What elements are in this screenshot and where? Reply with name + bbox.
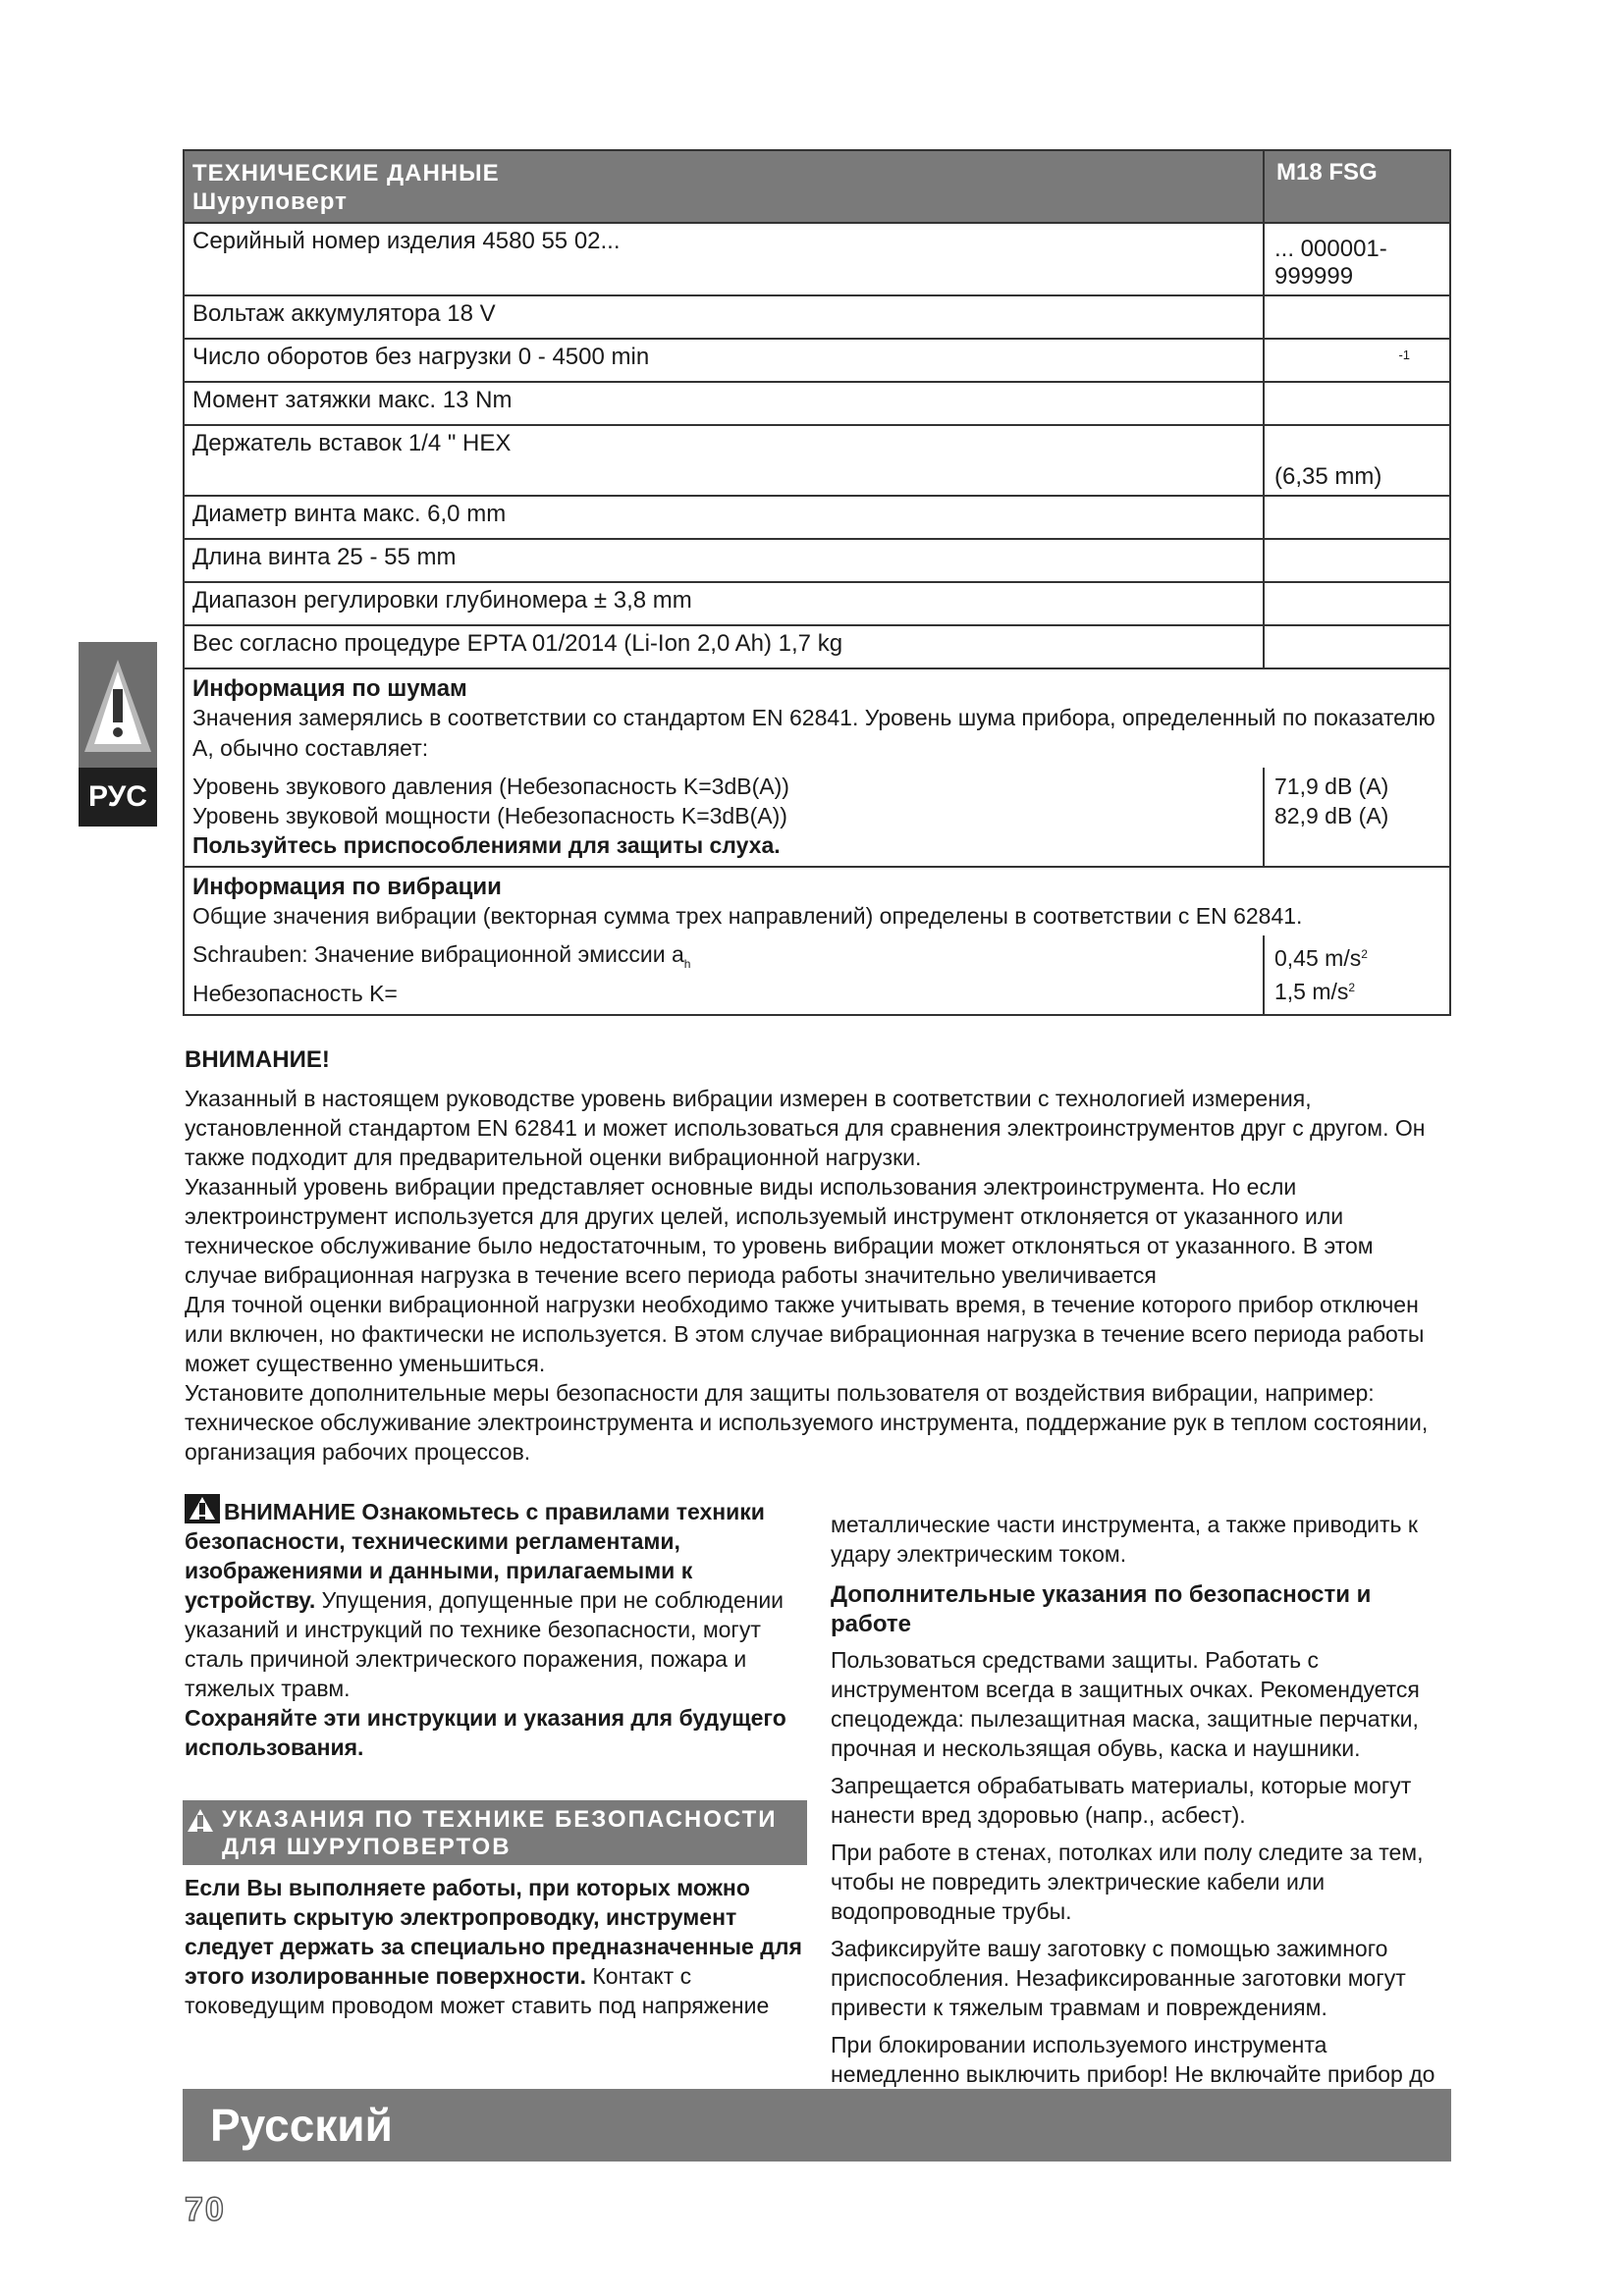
- safety-item: Пользоваться средствами защиты. Работать с инструментом всегда в защитных очках. Рекомендуется спецодежда: пылезащитная маска, защитные перчатки, прочная и нескользящая обувь, каска и наушники.: [831, 1647, 1420, 1761]
- row-label: Серийный номер изделия 4580 55 02...: [185, 224, 1265, 294]
- continued-paragraph: металлические части инструмента, а также приводить к удару электрическим током.: [831, 1512, 1418, 1567]
- warning-paragraph: Для точной оценки вибрационной нагрузки необходимо также учитывать время, в течение которого прибор отключен или включен, но фактически не используется. В этом случае вибрационная нагрузка в течение всего периода работы может существенно уменьшиться.: [185, 1292, 1425, 1376]
- row-label: Держатель вставок 1/4 " HEX: [185, 426, 1265, 495]
- row-value: [1265, 497, 1449, 538]
- row-value: ... 000001-999999: [1274, 236, 1387, 290]
- row-label: Вольтаж аккумулятора 18 V: [185, 296, 1265, 338]
- row-value: [1265, 583, 1449, 624]
- table-row: [185, 583, 1449, 626]
- warning-title: ВНИМАНИЕ!: [185, 1046, 330, 1073]
- noise-info: [185, 669, 1449, 868]
- table-row: [185, 296, 1449, 340]
- language-badge: РУС: [79, 768, 157, 827]
- sound-power-value: 82,9 dB (A): [1274, 803, 1389, 828]
- language-footer-bar: Русский: [183, 2089, 1451, 2162]
- additional-safety-heading: Дополнительные указания по безопасности и работе: [831, 1581, 1372, 1637]
- warning-paragraph: Указанный в настоящем руководстве уровень вибрации измерен в соответствии с технологией измерения, установленной стандартом EN 62841 и может использоваться для сравнения электроинструментов друг с другом. Он также подходит для предварительной оценки вибрационной нагрузки.: [185, 1086, 1426, 1170]
- table-row: [185, 224, 1449, 296]
- row-label: Диаметр винта макс. 6,0 mm: [185, 497, 1265, 538]
- table-row: [185, 426, 1449, 497]
- row-value: (6,35 mm): [1274, 463, 1382, 490]
- sound-power-label: Уровень звуковой мощности (Небезопасность K=3dB(A)): [192, 803, 787, 828]
- safety-paragraph: Если Вы выполняете работы, при которых можно зацепить скрытую электропроводку, инструмент следует держать за специально предназначенные для этого изолированные поверхности. Контакт с токоведущим проводом может ставить под напряжение: [185, 1875, 802, 2018]
- safety-item: Зафиксируйте вашу заготовку с помощью зажимного приспособления. Незафиксированные заготовки могут привести к тяжелым травмам и повреждениям.: [831, 1936, 1406, 2020]
- vibration-desc: Общие значения вибрации (векторная сумма трех направлений) определены в соответствии с EN 62841.: [192, 903, 1303, 929]
- row-label: Число оборотов без нагрузки 0 - 4500 min: [185, 340, 1265, 381]
- safety-item: При работе в стенах, потолках или полу следите за тем, чтобы не повредить электрические кабели или водопроводные трубы.: [831, 1840, 1424, 1924]
- safety-section-heading: УКАЗАНИЯ ПО ТЕХНИКЕ БЕЗОПАСНОСТИ ДЛЯ ШУРУПОВЕРТОВ: [183, 1800, 807, 1865]
- vibration-emission-label: Schrauben: Значение вибрационной эмиссии $a_h$: [192, 941, 691, 971]
- vibration-title: Информация по вибрации: [192, 874, 502, 900]
- uncertainty-label: Небезопасность K=: [192, 981, 398, 1006]
- table-row: [185, 340, 1449, 383]
- row-label: Длина винта 25 - 55 mm: [185, 540, 1265, 581]
- warning-triangle-icon: [185, 1494, 220, 1523]
- tech-table-subtitle: Шуруповерт: [192, 188, 348, 215]
- row-value: [1265, 383, 1449, 424]
- warning-exclamation-icon: [79, 642, 157, 768]
- row-value: [1265, 540, 1449, 581]
- warning-body: [185, 1084, 1451, 1467]
- noise-desc: Значения замерялись в соответствии со стандартом EN 62841. Уровень шума прибора, определенный по показателю A, обычно составляет:: [192, 705, 1435, 761]
- left-column: [185, 1494, 809, 1762]
- warning-triangle-icon: [183, 1806, 218, 1836]
- right-column: [831, 1510, 1455, 2126]
- row-label: Вес согласно процедуре EPTA 01/2014 (Li-Ion 2,0 Ah) 1,7 kg: [185, 626, 1265, 667]
- safety-item: При блокировании используемого инструмента немедленно выключить прибор! Не включайте прибор до: [831, 2032, 1435, 2087]
- safety-item: Запрещается обрабатывать материалы, которые могут нанести вред здоровью (напр., асбест).: [831, 1773, 1412, 1828]
- hearing-protection-note: Пользуйтесь приспособлениями для защиты слуха.: [192, 832, 781, 858]
- row-label: Момент затяжки макс. 13 Nm: [185, 383, 1265, 424]
- row-value: [1265, 626, 1449, 667]
- tech-table-header: [185, 151, 1449, 224]
- tech-data-table: [183, 149, 1451, 1016]
- warning-paragraph: Установите дополнительные меры безопасности для защиты пользователя от воздействия вибрации, например: техническое обслуживание электроинструмента и используемого инструмента, поддержание рук в теплом состоянии, организация рабочих процессов.: [185, 1380, 1429, 1465]
- uncertainty-value: 1,5 $m/s^2$: [1274, 979, 1356, 1004]
- table-row: [185, 626, 1449, 669]
- keep-instructions-note: Сохраняйте эти инструкции и указания для будущего использования.: [185, 1705, 786, 1760]
- attention-paragraph: ВНИМАНИЕ Ознакомьтесь с правилами техники безопасности, техническими регламентами, изображениями и данными, прилагаемыми к устройству. Упущения, допущенные при не соблюдении указаний и инструкций по технике безопасности, могут сталь причиной электрического поражения, пожара и тяжелых травм.: [185, 1494, 809, 1703]
- model-name: M18 FSG: [1276, 159, 1378, 186]
- page-number: 70: [185, 2191, 226, 2228]
- sound-pressure-value: 71,9 dB (A): [1274, 774, 1389, 799]
- row-value: [1265, 296, 1449, 338]
- table-row: [185, 383, 1449, 426]
- tech-table-title: ТЕХНИЧЕСКИЕ ДАННЫЕ: [192, 160, 500, 187]
- table-row: [185, 497, 1449, 540]
- row-label: Диапазон регулировки глубиномера ± 3,8 mm: [185, 583, 1265, 624]
- vibration-emission-value: 0,45 $m/s^2$: [1274, 945, 1368, 971]
- warning-paragraph: Указанный уровень вибрации представляет основные виды использования электроинструмента. Но если электроинструмент используется для других целей, используемый инструмент отклоняется от указанного или техническое обслуживание было недостаточным, то уровень вибрации может отклоняться от указанного. В этом случае вибрационная нагрузка в течение всего периода работы значительно увеличивается: [185, 1174, 1374, 1288]
- vibration-info: [185, 868, 1449, 1014]
- row-value: -1: [1398, 347, 1410, 362]
- table-row: [185, 540, 1449, 583]
- sound-pressure-label: Уровень звукового давления (Небезопасность K=3dB(A)): [192, 774, 789, 799]
- noise-title: Информация по шумам: [192, 675, 467, 702]
